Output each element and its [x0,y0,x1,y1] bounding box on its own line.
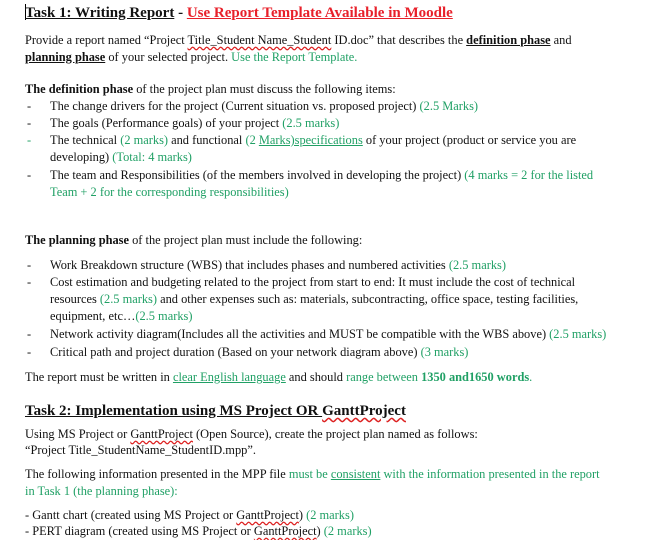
template-note: Use Report Template Available in Moodle [186,5,453,21]
bullet: - [27,99,32,113]
bullet: - [27,133,32,147]
planning-phase-intro: The planning phase of the project plan must include the following: [25,233,363,247]
list-item: The technical (2 marks) and functional (2 Marks)specifications of your project (product or service you are [50,133,577,147]
list-item: The goals (Performance goals) of your project (2.5 marks) [50,116,340,130]
pert-item: - PERT diagram (created using MS Project or GanttProject) (2 marks) [25,524,372,538]
task1-heading: Task 1: Writing Report - Use Report Template Available in Moodle [25,5,453,21]
task2-heading: Task 2: Implementation using MS Project OR GanttProject [25,403,406,419]
task1-title: Task 1: Writing Report [25,5,175,21]
task2-info-line-1: The following information presented in the MPP file must be consistent with the information presented in the report [25,467,600,481]
word-requirement: The report must be written in clear English language and should range between 1350 and1650 words. [25,370,533,384]
list-item-continued: resources (2.5 marks) and other expenses such as: materials, subcontracting, office space, testing facilities, [50,292,579,306]
bullet: - [27,116,32,130]
bullet: - [27,168,32,182]
task2-info-line-2: in Task 1 (the planning phase): [25,484,178,498]
bullet: - [27,345,32,359]
clear-english-link: clear English language [172,370,286,384]
definition-phase-intro: The definition phase of the project plan must discuss the following items: [25,82,396,96]
task2-line-2: “Project Title_StudentName_StudentID.mpp”. [25,443,256,457]
list-item-continued: equipment, etc…(2.5 marks) [50,309,193,323]
list-item: Network activity diagram(Includes all the activities and MUST be compatible with the WBS above) (2.5 marks) [50,327,607,341]
bullet: - [27,275,32,289]
gantt-item: - Gantt chart (created using MS Project or GanttProject) (2 marks) [25,508,354,522]
bullet: - [27,258,32,272]
list-item: Work Breakdown structure (WBS) that includes phases and numbered activities (2.5 marks) [50,258,506,272]
task2-line-1: Using MS Project or GanttProject (Open Source), create the project plan named as follows: [25,427,478,441]
list-item: Cost estimation and budgeting related to the project from start to end: It must include the cost of technical [50,275,576,289]
intro-line-1: Provide a report named “Project Title_Student Name_Student ID.doc” that describes the definition phase and [25,33,572,47]
intro-line-2: planning phase of your selected project. Use the Report Template. [25,50,358,64]
list-item: The team and Responsibilities (of the members involved in developing the project) (4 marks = 2 for the listed [50,168,594,182]
list-item: Critical path and project duration (Based on your network diagram above) (3 marks) [50,345,469,359]
list-item: The change drivers for the project (Current situation vs. proposed project) (2.5 Marks) [50,99,479,113]
list-item-continued: Team + 2 for the corresponding responsibilities) [50,185,289,199]
list-item-continued: developing) (Total: 4 marks) [50,150,192,164]
bullet: - [27,327,32,341]
